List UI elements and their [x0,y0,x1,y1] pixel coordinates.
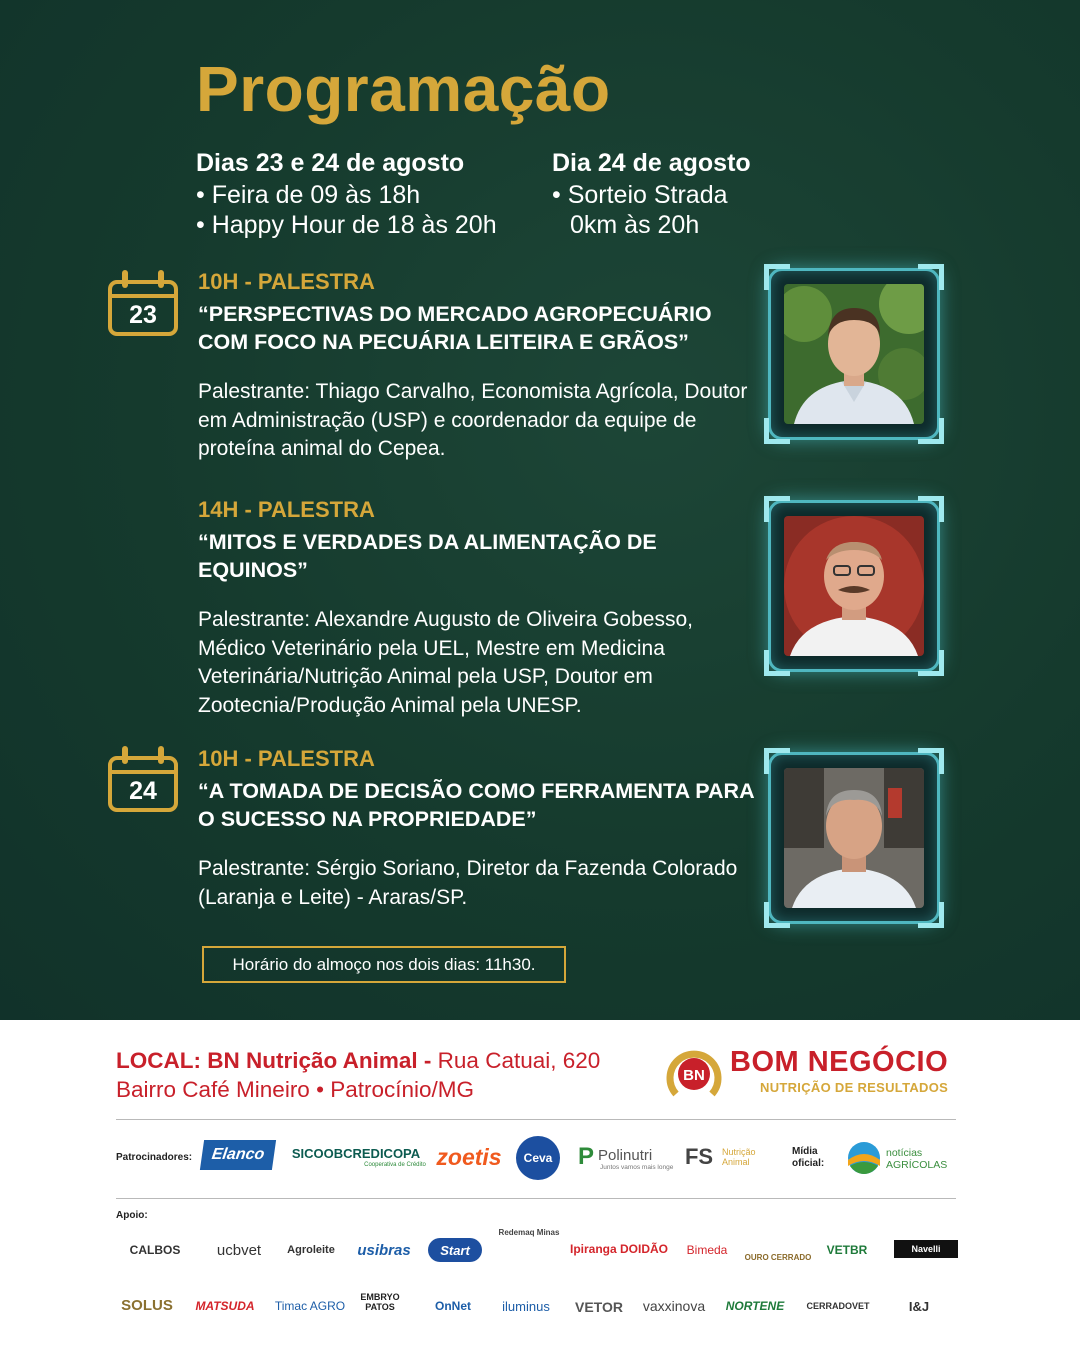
support-logo: vaxxinova [642,1298,706,1314]
support-logo: Redemaq Minas [498,1228,560,1237]
schedule-line: • Happy Hour de 18 às 20h [196,211,497,239]
support-logo: iluminus [502,1298,550,1314]
sicoob-subtitle: Cooperativa de Crédito [364,1162,426,1168]
support-logo: VETBR [826,1243,868,1257]
schedule-heading: Dia 24 de agosto [552,149,751,177]
talk-time: 10H - PALESTRA [198,269,375,294]
talk-time: 14H - PALESTRA [198,497,375,522]
talk-speaker: Palestrante: Alexandre Augusto de Oliveira Gobesso, Médico Veterinário pela UEL, Mestre em Medicina Veterinária/Nutrição Animal pela USP, Doutor em Zootecnia/Produção Animal pela UNESP. [198,608,693,717]
ceva-logo: Ceva [516,1136,560,1180]
location-street: Rua Catuai, 620 [431,1048,601,1073]
media-label: Mídia oficial: [792,1146,825,1169]
polinutri-logo: Polinutri [598,1146,653,1164]
elanco-logo: Elanco [200,1140,276,1170]
speaker-photo-frame [768,268,940,440]
calendar-icon [108,270,178,336]
sponsors-label: Patrocinadores: [116,1152,193,1163]
speaker-photo [784,284,924,424]
event-location [116,1046,600,1104]
support-logo: MATSUDA [195,1299,255,1313]
support-logo: Timac AGRO [274,1299,346,1313]
support-logo: VETOR [575,1299,623,1315]
schedule-day-24 [552,146,751,240]
support-logo: ucbvet [216,1241,262,1259]
calendar-day-number: 24 [129,777,157,805]
speaker-photo [784,516,924,656]
lunch-note: Horário do almoço nos dois dias: 11h30. [202,946,566,983]
talk-title: “MITOS E VERDADES DA ALIMENTAÇÃO DE EQUINOS” [198,530,657,582]
support-logo: EMBRYO PATOS [360,1292,400,1312]
talk-title: “A TOMADA DE DECISÃO COMO FERRAMENTA PARA O SUCESSO NA PROPRIEDADE” [198,779,754,831]
talk-item [198,268,758,464]
talk-speaker: Palestrante: Thiago Carvalho, Economista Agrícola, Doutor em Administração (USP) e coordenador da equipe de proteína animal do Cepea. [198,380,748,460]
talk-item [198,745,758,912]
zoetis-logo: zoetis [436,1143,502,1170]
support-logo: Start [428,1238,482,1262]
support-logo: NORTENE [725,1299,785,1313]
talk-speaker: Palestrante: Sérgio Soriano, Diretor da Fazenda Colorado (Laranja e Leite) - Araras/SP. [198,857,738,909]
calendar-day-number: 23 [129,301,157,329]
talk-title: “PERSPECTIVAS DO MERCADO AGROPECUÁRIO COM FOCO NA PECUÁRIA LEITEIRA E GRÃOS” [198,302,712,354]
support-label: Apoio: [116,1210,148,1221]
speaker-photo-frame [768,500,940,672]
polinutri-icon: P [577,1143,594,1170]
schedule-days-23-24 [196,146,497,240]
divider [116,1198,956,1199]
location-label: LOCAL: BN Nutrição Animal - [116,1048,432,1073]
support-logo: CERRADOVET [806,1301,870,1311]
globe-icon [846,1140,882,1176]
support-logo: usibras [357,1241,411,1259]
schedule-line: 0km às 20h [570,211,700,239]
talk-item [198,496,758,720]
divider [116,1119,956,1120]
support-logo: Ipiranga DOIDÃO [570,1242,669,1256]
svg-text:BN: BN [683,1067,705,1084]
schedule-heading: Dias 23 e 24 de agosto [196,149,465,177]
support-logo: I&J [908,1298,930,1314]
support-logo: OURO CERRADO [744,1253,812,1262]
support-logo: Agroleite [287,1244,335,1256]
polinutri-tagline: Juntos vamos mais longe [600,1163,674,1171]
noticias-agricolas-logo: notícias AGRÍCOLAS [886,1147,948,1171]
brand-name: BOM NEGÓCIO [730,1046,949,1078]
sicoob-logo: SICOOBCREDICOPA [291,1145,421,1161]
fs-logo: FS [684,1144,714,1169]
fs-subtitle: Nutrição Animal [722,1147,756,1167]
support-logo: OnNet [435,1299,471,1313]
talk-time: 10H - PALESTRA [198,746,375,771]
schedule-line: • Feira de 09 às 18h [196,181,421,209]
support-logo: CALBOS [129,1243,181,1257]
brand-tagline: NUTRIÇÃO DE RESULTADOS [760,1080,949,1095]
speaker-photo [784,768,924,908]
horseshoe-logo-icon [664,1044,724,1100]
schedule-line: • Sorteio Strada [552,181,728,209]
speaker-photo-frame [768,752,940,924]
calendar-icon [108,746,178,812]
support-logo: SOLUS [121,1296,173,1314]
support-logo: Bimeda [686,1243,728,1257]
support-logo: Navelli [894,1240,958,1258]
page-title: Programação [196,53,611,125]
location-line2: Bairro Café Mineiro • Patrocínio/MG [116,1077,475,1102]
